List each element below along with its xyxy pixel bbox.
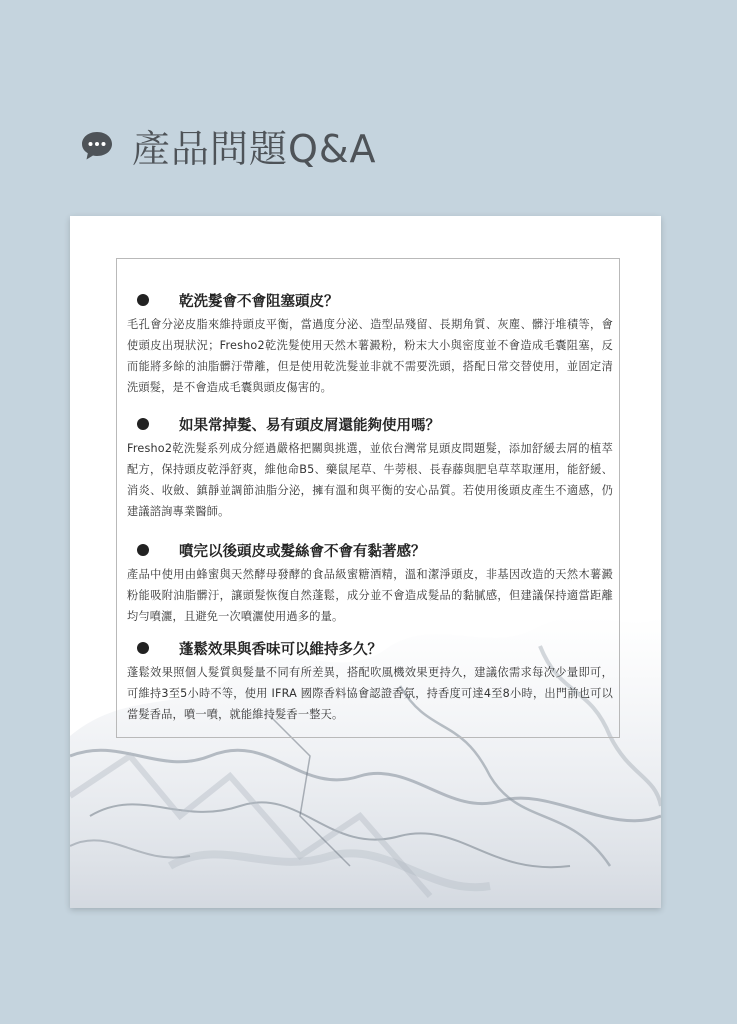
qa-card [70,216,661,908]
qa-frame [116,258,620,738]
bullet-icon [137,544,149,556]
question-text: 如果常掉髮、易有頭皮屑還能夠使用嗎？ [179,417,440,434]
answer-text: 蓬鬆效果照個人髮質與髮量不同有所差異，搭配吹風機效果更持久，建議依需求每次少量即可，可維持3至5小時不等，使用 IFRA 國際香料協會認證香氛，持香度可達4至8小時，出門前也可以當髮香品，噴一噴，就能維持髮香一整天。 [127,666,613,721]
speech-bubble-icon [80,129,114,163]
answer-text: 毛孔會分泌皮脂來維持頭皮平衡，當過度分泌、造型品殘留、長期角質、灰塵、髒汙堆積等，會使頭皮出現狀況；Fresho2乾洗髮使用天然木薯澱粉，粉末大小與密度並不會造成毛囊阻塞，反而能將多餘的油脂髒汙帶離，但是使用乾洗髮並非就不需要洗頭，搭配日常交替使用，並固定清洗頭髮，是不會造成毛囊與頭皮傷害的。 [127,318,613,394]
answer-text: 產品中使用由蜂蜜與天然酵母發酵的食品級蜜糖酒精，溫和潔淨頭皮，非基因改造的天然木薯澱粉能吸附油脂髒汙，讓頭髮恢復自然蓬鬆，成分並不會造成髮品的黏膩感，但建議保持適當距離均勻噴灑，且避免一次噴灑使用過多的量。 [127,568,613,623]
qa-item-3 [127,539,613,627]
page-header [80,118,377,173]
question-text: 噴完以後頭皮或髮絲會不會有黏著感？ [179,543,426,560]
qa-item-4 [127,637,613,725]
question-text: 蓬鬆效果與香味可以維持多久？ [179,641,382,658]
answer-text: Fresho2乾洗髮系列成分經過嚴格把關與挑選，並依台灣常見頭皮問題髮，添加舒緩去屑的植萃配方，保持頭皮乾淨舒爽，維他命B5、藥鼠尾草、牛蒡根、長春藤與肥皂草萃取運用，能舒緩、消炎、收斂、鎮靜並調節油脂分泌，擁有溫和與平衡的安心品質。若使用後頭皮產生不適感，仍建議諮詢專業醫師。 [127,442,613,518]
bullet-icon [137,294,149,306]
qa-item-1 [127,289,613,398]
question-text: 乾洗髮會不會阻塞頭皮？ [179,293,339,310]
bullet-icon [137,642,149,654]
qa-item-2 [127,413,613,522]
page-title: 產品問題Q&A [132,127,377,171]
bullet-icon [137,418,149,430]
